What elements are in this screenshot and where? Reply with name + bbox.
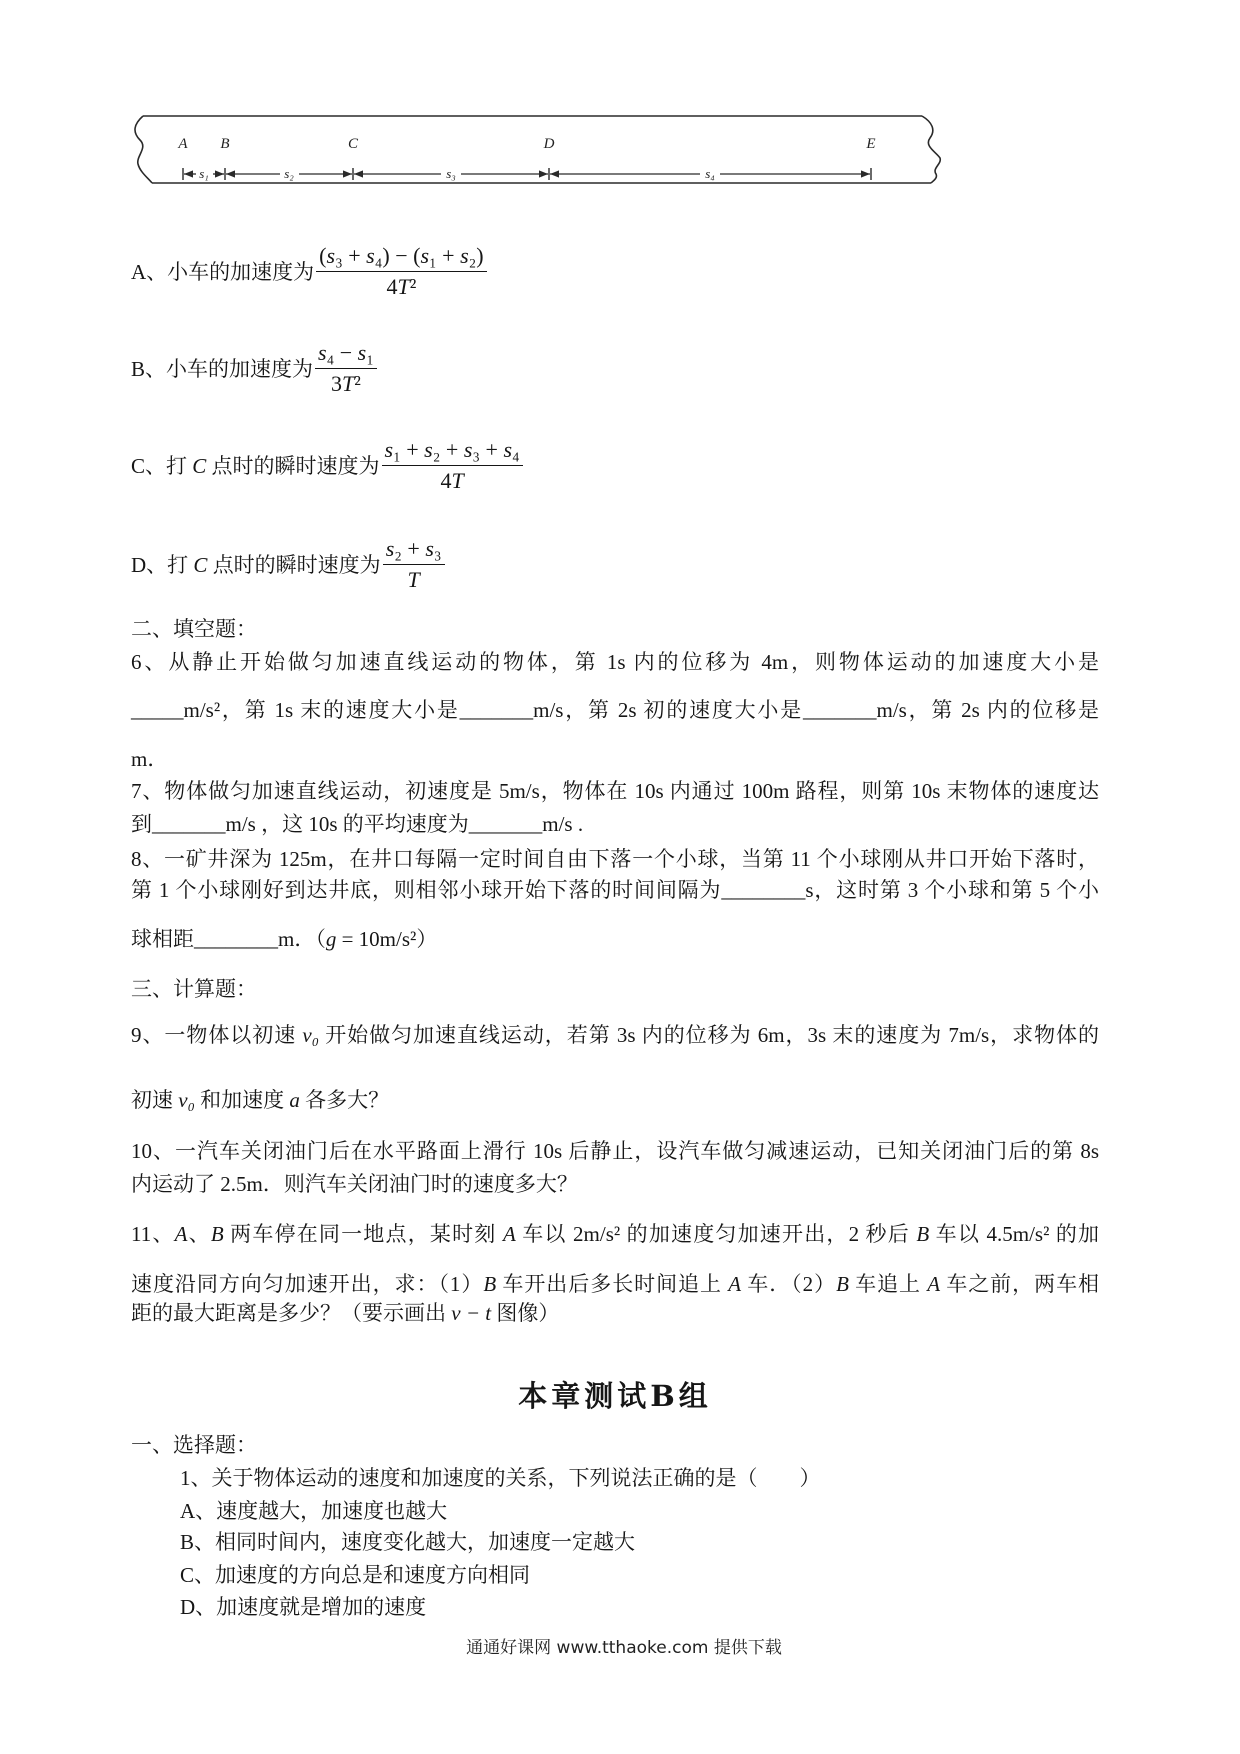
option-a — [131, 239, 487, 303]
question-8-line-1 — [131, 844, 1099, 874]
italic-symbol: g — [325, 927, 337, 951]
italic-symbol: A — [728, 1272, 742, 1296]
section-heading-choice: 一、选择题： — [131, 1433, 257, 1457]
option-d — [131, 532, 445, 596]
italic-symbol: B — [483, 1272, 497, 1296]
fraction — [315, 338, 377, 399]
math-variable: s — [503, 436, 513, 462]
text-run: 车之前，两车相 — [940, 1272, 1100, 1296]
math-variable: s — [318, 339, 327, 365]
section-heading-fill-in: 二、填空题： — [131, 617, 257, 641]
question-10-line-2 — [131, 1169, 1099, 1199]
math-variable: s — [357, 339, 367, 365]
question-7-line-1 — [131, 776, 1099, 806]
question-6-line-3 — [131, 744, 1099, 774]
segment-label-s3: s₃ — [446, 166, 456, 181]
math-symbol: 4 — [440, 467, 452, 493]
point-label-c: C — [347, 136, 359, 152]
option-b — [131, 336, 377, 400]
option-label — [131, 549, 381, 579]
option-c — [131, 433, 523, 497]
italic-symbol: a — [289, 1088, 300, 1112]
math-variable: s — [384, 436, 394, 462]
text-run: 6、从静止开始做匀加速直线运动的物体，第 1s 内的位移为 4m，则物体运动的加速度大小是 — [131, 650, 1099, 674]
math-symbol: ₄ − — [326, 339, 358, 365]
question-7-line-2 — [131, 809, 1099, 839]
section-b-title: 本章测试B组 — [518, 1379, 712, 1413]
text-run: 距的最大距离是多少？（要示画出 — [131, 1301, 452, 1325]
italic-symbol: B — [836, 1272, 849, 1296]
math-symbol: ₂ + — [432, 436, 464, 462]
math-symbol: ₂ + — [394, 535, 426, 561]
text-run: 两车停在同一地点，某时刻 — [223, 1222, 503, 1246]
math-variable: T — [407, 566, 420, 592]
point-label-a: A — [178, 136, 188, 152]
text-run: 9、一物体以初速 — [131, 1023, 303, 1047]
segment-label-s1: s₁ — [199, 166, 209, 181]
text-run: C、打 — [131, 454, 193, 478]
fraction-numerator — [383, 534, 445, 565]
italic-symbol: B — [210, 1222, 224, 1246]
italic-symbol: v₀ — [302, 1023, 319, 1047]
fraction — [383, 534, 445, 595]
math-variable: s — [326, 242, 336, 268]
segment-label-s4: s₄ — [705, 166, 715, 181]
text-run: 球相距________m．（ — [131, 927, 326, 951]
italic-symbol: C — [193, 553, 208, 577]
segment-label-s2: s₂ — [284, 166, 294, 181]
question-6-line-1 — [131, 647, 1099, 677]
math-symbol: ₃ + — [472, 436, 504, 462]
text-run: = 10m/s²） — [336, 927, 438, 951]
math-symbol: ₃ — [433, 535, 442, 561]
point-label-d: D — [543, 136, 555, 152]
text-run: 车以 2m/s² 的加速度匀加速开出，2 秒后 — [515, 1222, 917, 1246]
text-run: 7、物体做匀加速直线运动，初速度是 5m/s，物体在 10s 内通过 100m 路程，则第 10s 末物体的速度达 — [131, 779, 1099, 803]
text-run: 第 1 个小球刚好到达井底，则相邻小球开始下落的时间间隔为________s，这时第 3 个小球和第 5 个小 — [131, 878, 1099, 902]
text-run: 10、一汽车关闭油门后在水平路面上滑行 10s 后静止，设汽车做匀减速运动，已知关闭油门后的第 8s — [131, 1139, 1099, 1163]
text-run: 到_______m/s ，这 10s 的平均速度为_______m/s . — [131, 812, 584, 836]
question-9-line-1 — [131, 1020, 1099, 1050]
text-run: 车以 4.5m/s² 的加 — [929, 1222, 1100, 1246]
math-symbol: ₄) − ( — [374, 242, 421, 268]
italic-symbol: v₀ — [178, 1088, 195, 1112]
question-11-line-3 — [131, 1298, 1099, 1328]
text-run: 速度沿同方向匀加速开出，求：（1） — [131, 1272, 484, 1296]
math-symbol: ₁ — [366, 339, 374, 365]
italic-symbol: C — [192, 454, 207, 478]
math-symbol: 3 — [331, 370, 343, 396]
text-run: 图像） — [491, 1301, 560, 1325]
text-run: 、 — [187, 1222, 211, 1246]
math-symbol: ₂) — [468, 242, 484, 268]
italic-symbol: B — [916, 1222, 930, 1246]
question-8-line-3 — [131, 924, 1099, 954]
question-9-line-2 — [131, 1085, 1099, 1115]
math-symbol: ² — [409, 273, 417, 299]
option-label — [131, 256, 314, 286]
math-symbol: ₁ + — [429, 242, 461, 268]
math-symbol: ₁ + — [393, 436, 425, 462]
tape-right-torn-edge — [922, 116, 940, 183]
text-run: 各多大？ — [299, 1088, 390, 1112]
ticker-tape-diagram — [130, 106, 940, 190]
italic-symbol: A — [174, 1222, 188, 1246]
text-run: 和加速度 — [194, 1088, 290, 1112]
question-1-option-a: A、速度越大，加速度也越大 — [180, 1499, 448, 1523]
question-1-option-b: B、相同时间内，速度变化越大，加速度一定越大 — [180, 1530, 636, 1554]
text-run: 内运动了 2.5m．则汽车关闭油门时的速度多大？ — [131, 1172, 578, 1196]
section-heading-calculation: 三、计算题： — [131, 977, 257, 1001]
text-run: 11、 — [131, 1222, 175, 1246]
text-run: 车开出后多长时间追上 — [496, 1272, 729, 1296]
text-run: D、打 — [131, 553, 194, 577]
option-label — [131, 450, 380, 480]
text-run: m． — [131, 747, 169, 771]
fraction-denominator — [382, 466, 523, 496]
math-variable: s — [425, 535, 434, 561]
italic-symbol: A — [502, 1222, 516, 1246]
math-variable: T — [342, 370, 355, 396]
question-1-option-c: C、加速度的方向总是和速度方向相同 — [180, 1563, 531, 1587]
math-variable: s — [463, 436, 473, 462]
italic-symbol: A — [927, 1272, 941, 1296]
point-label-b: B — [220, 136, 230, 152]
text-run: 初速 — [131, 1088, 179, 1112]
fraction-denominator — [315, 369, 377, 399]
text-run: _____m/s²，第 1s 末的速度大小是_______m/s，第 2s 初的速度大小是_______m/s，第 2s 内的位移是 — [131, 698, 1099, 722]
math-variable: T — [451, 467, 464, 493]
question-1-option-d: D、加速度就是增加的速度 — [180, 1595, 427, 1619]
math-symbol: ² — [354, 370, 361, 396]
italic-symbol: v − t — [451, 1301, 492, 1325]
math-variable: s — [366, 242, 375, 268]
text-run: 开始做匀加速直线运动，若第 3s 内的位移为 6m，3s 末的速度为 7m/s，求物体的 — [319, 1023, 1099, 1047]
math-variable: s — [385, 535, 395, 561]
tape-left-torn-edge — [135, 116, 152, 183]
fraction-numerator — [316, 241, 486, 272]
question-10-line-1 — [131, 1136, 1099, 1166]
text-run: A、小车的加速度为 — [131, 260, 315, 284]
text-run: 车追上 — [848, 1272, 928, 1296]
math-symbol: ₃ + — [335, 242, 367, 268]
text-run: 车．（2） — [741, 1272, 837, 1296]
fraction-numerator — [382, 435, 523, 466]
question-6-line-2 — [131, 695, 1099, 725]
fraction — [382, 435, 523, 496]
option-label — [131, 353, 313, 383]
math-symbol: ₄ — [512, 436, 520, 462]
point-label-e: E — [866, 136, 876, 152]
text-run: B、小车的加速度为 — [131, 357, 314, 381]
fraction — [316, 241, 486, 302]
question-11-line-2 — [131, 1269, 1099, 1299]
question-1-stem: 1、关于物体运动的速度和加速度的关系，下列说法正确的是（ ） — [180, 1466, 821, 1490]
math-symbol: 4 — [386, 273, 398, 299]
question-8-line-2 — [131, 875, 1099, 905]
math-symbol: ( — [319, 242, 327, 268]
math-variable: s — [460, 242, 469, 268]
text-run: 点时的瞬时速度为 — [207, 553, 381, 577]
math-variable: s — [424, 436, 433, 462]
text-run: 8、一矿井深为 125m，在井口每隔一定时间自由下落一个小球，当第 11 个小球刚从井口开始下落时， — [131, 847, 1099, 871]
math-variable: s — [420, 242, 429, 268]
question-11-line-1 — [131, 1219, 1099, 1249]
fraction-denominator — [383, 565, 445, 595]
text-run: 点时的瞬时速度为 — [206, 454, 380, 478]
math-variable: T — [397, 273, 410, 299]
page-footer: 通通好课网 www.tthaoke.com 提供下载 — [466, 1638, 782, 1658]
fraction-numerator — [315, 338, 377, 369]
fraction-denominator — [316, 272, 486, 302]
